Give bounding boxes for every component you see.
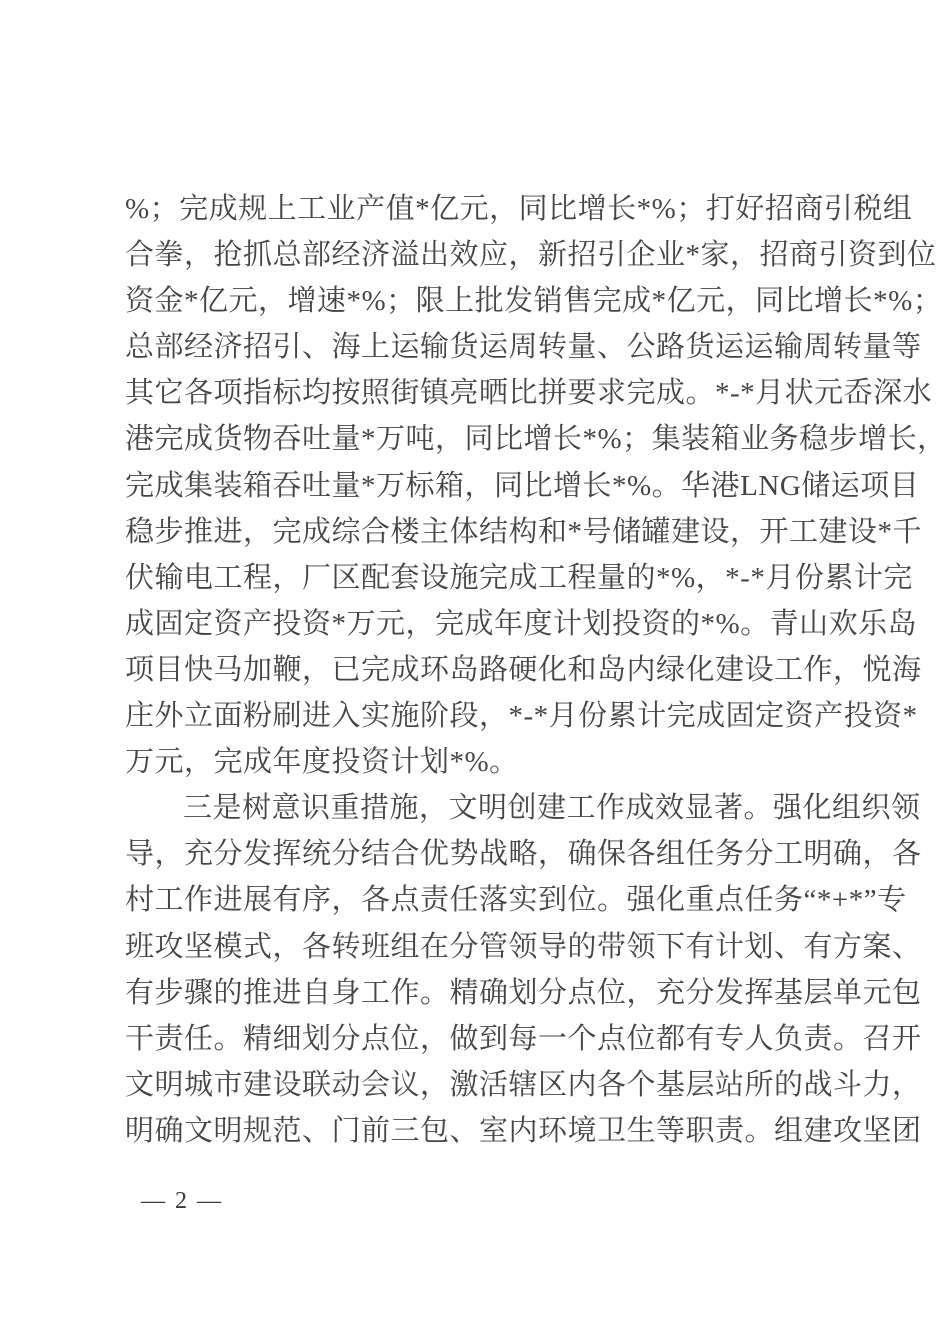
text-line: 合拳，抢抓总部经济溢出效应，新招引企业*家，招商引资到位 [125, 239, 937, 272]
text-line: 庄外立面粉刷进入实施阶段，*-*月份累计完成固定资产投资* [125, 700, 918, 733]
text-line: 有步骤的推进自身工作。精确划分点位，充分发挥基层单元包 [125, 976, 922, 1009]
page-number: — 2 — [141, 1188, 223, 1214]
text-line: 项目快马加鞭，已完成环岛路硬化和岛内绿化建设工作，悦海 [125, 653, 922, 686]
text-line: 伏输电工程，厂区配套设施完成工程量的*%，*-*月份累计完 [125, 561, 913, 594]
text-line: 明确文明规范、门前三包、室内环境卫生等职责。组建攻坚团 [125, 1114, 922, 1147]
text-line: 班攻坚模式，各转班组在分管领导的带领下有计划、有方案、 [125, 930, 922, 963]
text-line: 成固定资产投资*万元，完成年度计划投资的*%。青山欢乐岛 [125, 607, 918, 640]
text-line: 村工作进展有序，各点责任落实到位。强化重点任务“*+*”专 [125, 884, 907, 917]
text-line: 总部经济招引、海上运输货运周转量、公路货运运输周转量等 [125, 331, 922, 364]
text-line: 万元，完成年度投资计划*%。 [125, 746, 519, 779]
text-line: 资金*亿元，增速*%；限上批发销售完成*亿元，同比增长*%； [125, 285, 943, 318]
text-line: 完成集装箱吞吐量*万标箱，同比增长*%。华港LNG储运项目 [125, 469, 920, 502]
document-body [125, 186, 947, 1154]
page-footer [141, 1188, 223, 1215]
text-line: 文明城市建设联动会议，激活辖区内各个基层站所的战斗力， [125, 1068, 922, 1101]
text-line: 港完成货物吞吐量*万吨，同比增长*%；集装箱业务稳步增长， [125, 423, 947, 456]
text-line: 干责任。精细划分点位，做到每一个点位都有专人负责。召开 [125, 1022, 922, 1055]
text-line: 三是树意识重措施，文明创建工作成效显著。强化组织领 [183, 792, 921, 825]
text-line: %；完成规上工业产值*亿元，同比增长*%；打好招商引税组 [125, 193, 913, 225]
text-line: 导，充分发挥统分结合优势战略，确保各组任务分工明确，各 [125, 838, 922, 871]
text-line: 其它各项指标均按照街镇亮晒比拼要求完成。*-*月状元岙深水 [125, 377, 933, 410]
text-line: 稳步推进，完成综合楼主体结构和*号储罐建设，开工建设*千 [125, 515, 923, 548]
